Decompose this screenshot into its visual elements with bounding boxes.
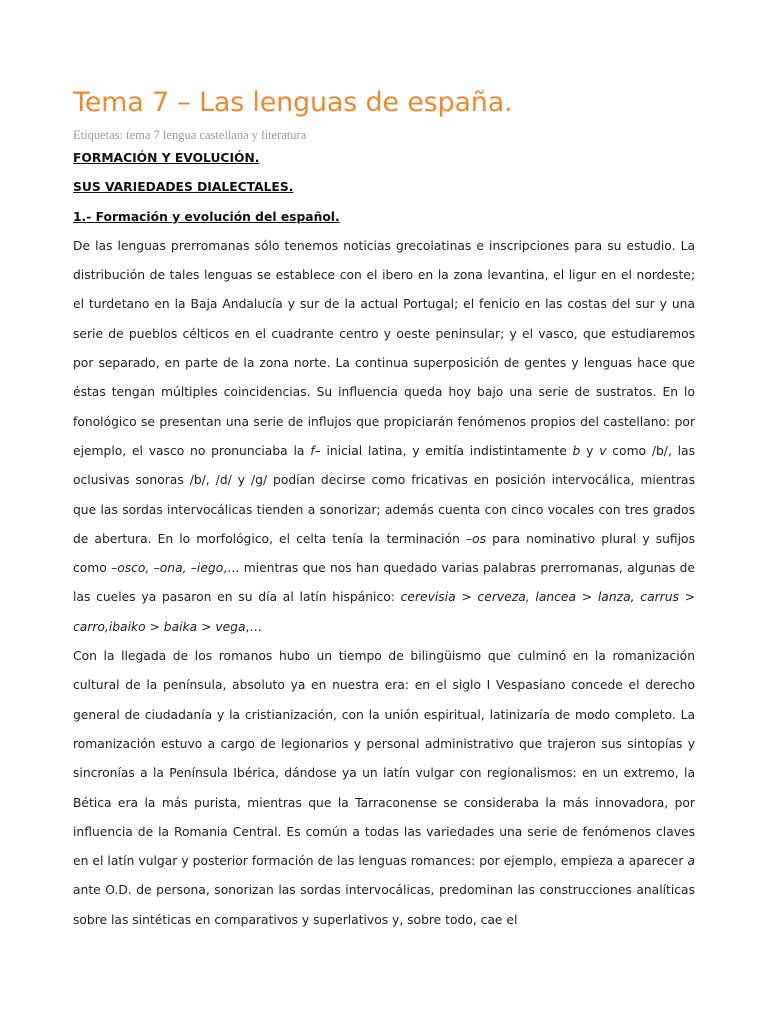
paragraph-prerromanas bbox=[73, 232, 695, 642]
article-tags bbox=[73, 126, 695, 144]
text-run: > bbox=[455, 590, 478, 605]
text-run: > bbox=[678, 590, 695, 605]
paragraph-romanizacion bbox=[73, 642, 695, 935]
italic-run: f– bbox=[310, 443, 321, 458]
heading-section-1: 1.- Formación y evolución del español. bbox=[73, 209, 340, 224]
text-run: > bbox=[197, 619, 216, 634]
italic-run: cerevisia bbox=[400, 590, 456, 605]
italic-run: –osco, –ona, –iego bbox=[111, 561, 224, 576]
italic-run: carro,ibaiko bbox=[73, 619, 146, 634]
tags-label: Etiquetas: bbox=[73, 128, 123, 142]
text-run: ,… bbox=[245, 619, 262, 634]
italic-run: a bbox=[687, 854, 695, 869]
italic-run: b bbox=[572, 443, 581, 458]
text-run: inicial latina, y emitía indistintamente bbox=[320, 443, 573, 458]
article bbox=[73, 84, 695, 935]
italic-run: cerveza, lancea bbox=[477, 590, 577, 605]
text-run: Con la llegada de los romanos hubo un tiempo de bilingüismo que culminó en la romanización cultural de la península, absoluto ya en nuestra era: en el siglo I Vespasiano concede el derecho general de ciudadanía y la cristianización, con la unión espiritual, latinizaría de modo completo. La romanización estuvo a cargo de legionarios y personal administrativo que trajeron sus sintopías y sincronías a la Península Ibérica, dándose ya un latín vulgar con regionalismos: en un extremo, la Bética era la más purista, mientras que la Tarraconense se consideraba la más innovadora, por influencia de la Romania Central. Es común a todas las variedades una serie de fenómenos claves en el latín vulgar y posterior formación de las lenguas romances: por ejemplo, empieza a aparecer bbox=[73, 649, 695, 869]
text-run: > bbox=[145, 619, 164, 634]
text-run: De las lenguas prerromanas sólo tenemos noticias grecolatinas e inscripciones para su estudio. La distribución de tales lenguas se establece con el ibero en la zona levantina, el ligur en el nordeste; el turdetano en la Baja Andalucía y sur de la actual Portugal; el fenicio en las costas del sur y una serie de pueblos célticos en el cuadrante centro y oeste peninsular; y el vasco, que estudiaremos por separado, en parte de la zona norte. La continua superposición de gentes y lenguas hace que éstas tengan múltiples coincidencias. Su influencia queda hoy bajo una serie de sustratos. En lo fonológico se presentan una serie de influjos que propiciarán fenómenos propios del castellano: por ejemplo, el vasco no pronunciaba la bbox=[73, 238, 695, 458]
heading-variedades: SUS VARIEDADES DIALECTALES. bbox=[73, 180, 294, 195]
italic-run: –os bbox=[465, 531, 487, 546]
text-run: para nominativo plural y sufijos como bbox=[73, 531, 695, 576]
heading-formacion: FORMACIÓN Y EVOLUCIÓN. bbox=[73, 151, 260, 165]
italic-run: baika bbox=[163, 619, 198, 634]
article-title: Tema 7 – Las lenguas de españa. bbox=[73, 87, 513, 118]
tags-list[interactable]: tema 7 lengua castellana y literatura bbox=[126, 128, 307, 142]
italic-run: vega bbox=[215, 619, 246, 634]
text-run: ante O.D. de persona, sonorizan las sordas intervocálicas, predominan las construcciones analíticas sobre las sintéticas en comparativos y superlativos y, sobre todo, cae el bbox=[73, 883, 695, 927]
italic-run: v bbox=[599, 443, 607, 458]
text-run: como /b/, las oclusivas sonoras /b/, /d/ y /g/ podían decirse como fricativas en posición intervocálica, mientras que las sordas intervocálicas tienden a sonorizar; además cuenta con cinco vocales con tres grados de abertura. En lo morfológico, el celta tenía la terminación bbox=[73, 443, 695, 546]
text-run: > bbox=[576, 590, 598, 605]
italic-run: lanza, carrus bbox=[597, 590, 679, 605]
text-run: y bbox=[580, 443, 600, 458]
text-run: ,… mientras que nos han quedado varias palabras prerromanas, algunas de las cueles ya pasaron en su día al latín hispánico: bbox=[73, 561, 695, 605]
